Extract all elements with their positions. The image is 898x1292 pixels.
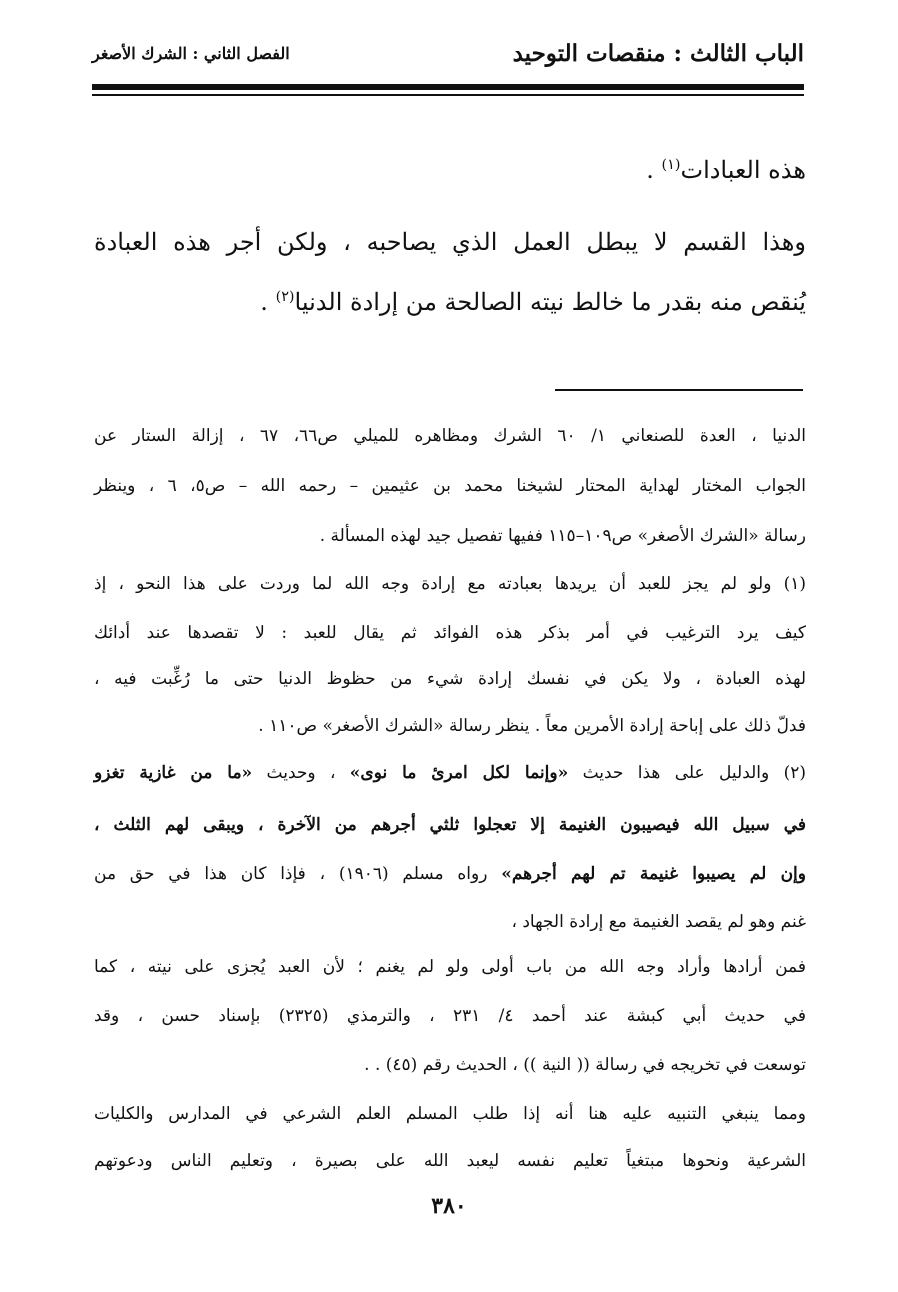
footnote-2-line: الشرعية ونحوها مبتغياً تعليم نفسه ليعبد الله على بصيرة ، وتعليم الناس ودعوتهم: [94, 1151, 806, 1171]
footnote-continued-line: الجواب المختار لهداية المحتار لشيخنا محمد بن عثيمين – رحمه الله – ص٥، ٦ ، وينظر: [94, 476, 807, 496]
footnote-1-line: لهذه العبادة ، ولا يكن في نفسك إرادة شيء من حظوظ الدنيا حتى ما رُغِّبت فيه ،: [94, 669, 806, 689]
page-number: ٣٨٠: [431, 1193, 467, 1219]
footnote-1-line: (١) ولو لم يجز للعبد أن يريدها بعبادته مع إرادة وجه الله لما وردت على هذا النحو ، إذ: [94, 574, 806, 594]
footnote-continued-line: رسالة «الشرك الأصغر» ص١٠٩–١١٥ ففيها تفصيل جيد لهذه المسألة .: [319, 526, 806, 546]
header-title: الباب الثالث : منقصات التوحيد: [512, 40, 804, 67]
footnote-ref-1: (١): [661, 157, 681, 173]
hadith-quote: «وإنما لكل امرئ ما نوى»: [349, 763, 569, 783]
footnote-2-line: [94, 763, 806, 783]
footnote-text: ، وحديث: [252, 763, 350, 783]
footnote-ref-2: (٢): [275, 289, 295, 305]
footnote-text: (٢) والدليل على هذا حديث: [568, 763, 806, 783]
header-rule-thick: [92, 84, 804, 90]
footnote-1-line: كيف يرد الترغيب في أمر بذكر هذه الفوائد ثم يقال للعبد : لا تقصدها عند أدائك: [94, 623, 806, 643]
header-rule-thin: [92, 94, 804, 96]
body-paragraph-2-line-2: [94, 288, 806, 316]
running-header: [92, 40, 804, 80]
hadith-quote: «ما من غازية تغزو: [94, 763, 253, 783]
body-paragraph-2-line-1: وهذا القسم لا يبطل العمل الذي يصاحبه ، ولكن أجر هذه العبادة: [94, 228, 806, 256]
body-text: يُنقص منه بقدر ما خالط نيته الصالحة من إرادة الدنيا: [294, 288, 806, 316]
footnote-2-hadith-line: في سبيل الله فيصيبون الغنيمة إلا تعجلوا ثلثي أجرهم من الآخرة ، ويبقى لهم الثلث ،: [94, 815, 806, 835]
footnote-2-line: ومما ينبغي التنبيه عليه هنا أنه إذا طلب المسلم العلم الشرعي في المدارس والكليات: [94, 1104, 806, 1124]
body-text: هذه العبادات: [680, 156, 806, 184]
footnote-2-line: في حديث أبي كبشة عند أحمد ٤/ ٢٣١ ، والترمذي (٢٣٢٥) بإسناد حسن ، وقد: [94, 1006, 806, 1026]
body-line-1: [94, 156, 806, 184]
footnote-1-line: فدلّ ذلك على إباحة إرادة الأمرين معاً . ينظر رسالة «الشرك الأصغر» ص١١٠ .: [258, 716, 806, 736]
footnote-2-line: غنم وهو لم يقصد الغنيمة مع إرادة الجهاد ،: [511, 912, 806, 932]
body-punct: .: [260, 288, 276, 316]
footnote-continued-line: الدنيا ، العدة للصنعاني ١/ ٦٠ الشرك ومظاهره للميلي ص٦٦، ٦٧ ، إزالة الستار عن: [94, 426, 807, 446]
header-chapter: الفصل الثاني : الشرك الأصغر: [92, 44, 290, 63]
footnote-separator: [555, 389, 803, 391]
footnote-text: رواه مسلم (١٩٠٦) ، فإذا كان هذا في حق من: [94, 864, 502, 884]
body-punct: .: [646, 156, 662, 184]
footnote-2-line: توسعت في تخريجه في رسالة (( النية )) ، الحديث رقم (٤٥) . .: [364, 1055, 806, 1075]
footnote-2-line: فمن أرادها وأراد وجه الله من باب أولى ولو لم يغنم ؛ لأن العبد يُجزى على نيته ، كما: [94, 957, 806, 977]
footnote-2-line: [94, 864, 806, 884]
hadith-quote: وإن لم يصيبوا غنيمة تم لهم أجرهم»: [501, 864, 806, 884]
